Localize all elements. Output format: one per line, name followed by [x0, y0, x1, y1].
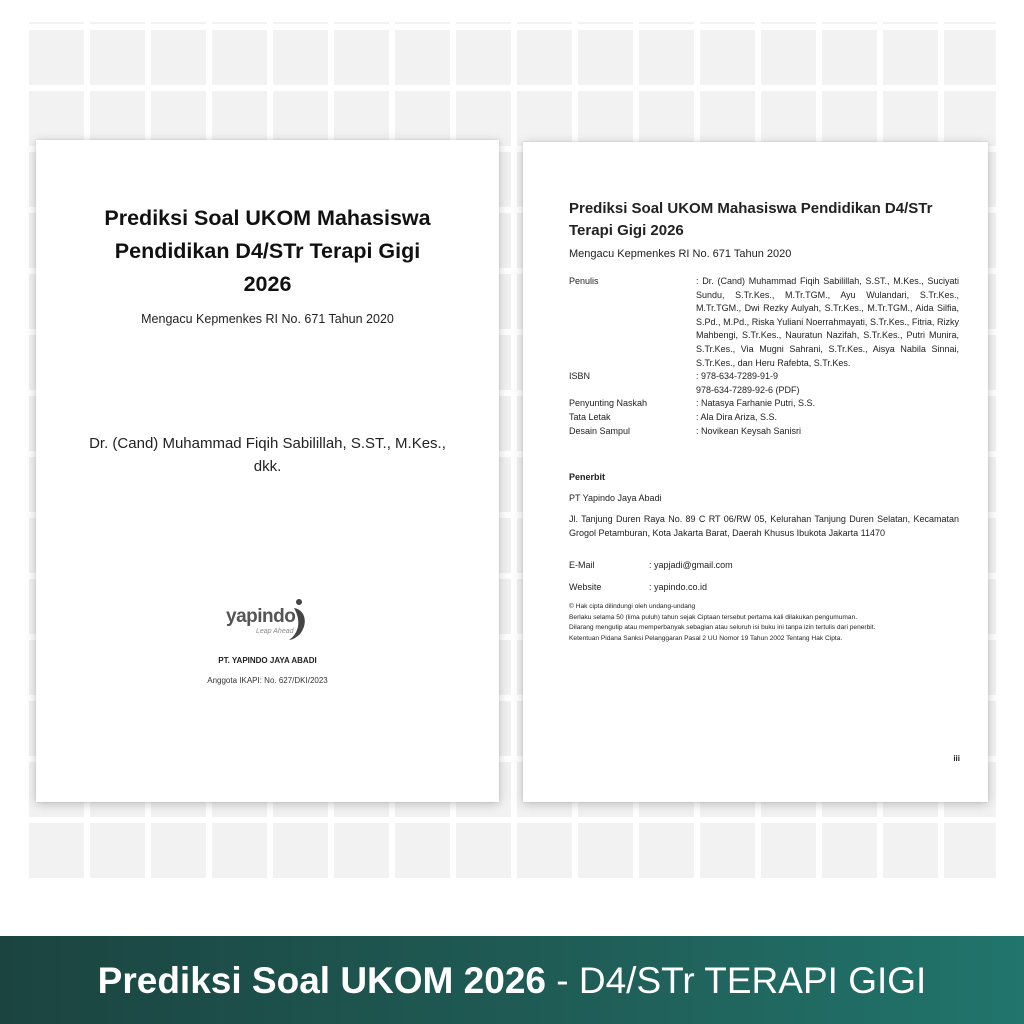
credits-value: 978-634-7289-92-6 (PDF)	[696, 384, 800, 395]
page-number: iii	[953, 754, 960, 763]
copyright-title-line: Terapi Gigi 2026	[569, 222, 684, 239]
cover-title-line: Pendidikan D4/STr Terapi Gigi	[114, 239, 421, 263]
credits-value: : Ala Dira Ariza, S.S.	[696, 411, 778, 422]
cover-title-line: 2026	[243, 272, 292, 296]
credits-row	[569, 275, 959, 370]
copyright-notice	[569, 602, 969, 644]
credits-value: : Natasya Farhanie Putri, S.S.	[696, 398, 816, 409]
publisher-heading: Penerbit	[569, 472, 606, 482]
copyright-page-title	[569, 198, 962, 242]
banner-title-bold: Prediksi Soal UKOM 2026	[97, 960, 546, 1001]
credits-value: : Novikean Keysah Sanisri	[696, 425, 802, 436]
email-label: E-Mail	[569, 560, 595, 570]
publisher-name: PT Yapindo Jaya Abadi	[569, 493, 662, 503]
credits-label: Penulis	[569, 276, 599, 286]
publisher-address: Jl. Tanjung Duren Raya No. 89 C RT 06/RW 05, Kelurahan Tanjung Duren Selatan, Kecamatan Grogol Petamburan, Kota Jakarta Barat, Daerah Khusus Ibukota Jakarta 11470	[569, 514, 959, 538]
cover-title-line: Prediksi Soal UKOM Mahasiswa	[104, 206, 431, 230]
credits-row	[569, 425, 959, 439]
cover-publisher: PT. YAPINDO JAYA ABADI	[218, 656, 317, 665]
credits-row	[569, 384, 959, 398]
credits-value: : 978-634-7289-91-9	[696, 371, 779, 382]
credits-row	[569, 411, 959, 425]
credits-label: ISBN	[569, 371, 591, 382]
copyright-title-line: Prediksi Soal UKOM Mahasiswa Pendidikan D4/STr	[569, 200, 933, 217]
email-value: : yapjadi@gmail.com	[649, 560, 733, 570]
title-banner	[0, 936, 1024, 1024]
cover-author	[66, 432, 469, 478]
website-label: Website	[569, 582, 602, 592]
yapindo-logo	[222, 598, 322, 648]
credits-label	[569, 384, 696, 398]
credits-table	[569, 275, 959, 438]
cover-title	[56, 202, 479, 301]
copyright-page	[523, 142, 988, 802]
credits-label: Desain Sampul	[569, 425, 631, 436]
banner-title-regular: - D4/STr TERAPI GIGI	[545, 960, 927, 1001]
website-value: : yapindo.co.id	[649, 582, 708, 592]
copyright-line: Dilarang mengutip atau memperbanyak sebagian atau seluruh isi buku ini tanpa izin tertulis dari penerbit.	[569, 624, 876, 632]
email-row	[569, 560, 733, 570]
credits-row	[569, 397, 959, 411]
copyright-line: Ketentuan Pidana Sanksi Pelanggaran Pasal 2 UU Nomor 19 Tahun 2002 Tentang Hak Cipta.	[569, 634, 843, 642]
logo-wordmark: yapindo	[226, 606, 296, 627]
banner-title	[0, 959, 1024, 1003]
copyright-line: Berlaku selama 50 (lima puluh) tahun sejak Ciptaan tersebut pertama kali dilakukan pengumuman.	[569, 613, 858, 621]
cover-ikapi: Anggota IKAPI: No. 627/DKI/2023	[207, 676, 328, 685]
copyright-line: © Hak cipta dilindungi oleh undang-undang	[569, 603, 696, 610]
cover-author-line: Dr. (Cand) Muhammad Fiqih Sabilillah, S.ST., M.Kes.,	[89, 435, 446, 452]
credits-value: : Dr. (Cand) Muhammad Fiqih Sabilillah, S.ST., M.Kes., Suciyati Sundu, S.Tr.Kes., M.Tr.TGM., Ayu Wulandari, S.Tr.Kes., M.Tr.TGM., Dwi Rezky Aulyah, S.Tr.Kes., M.Tr.TGM., Aida Silfia, S.Pd., M.Pd., Riska Yuliani Noerrahmayati, S.Tr.Kes., Fitria, Rizky Mahbengi, S.Tr.Kes., Nauratun Nazifah, S.Tr.Kes., Putri Munira, S.Tr.Kes., Via Mugni Sahrani, S.Tr.Kes., Aisya Nabila Sinnai, S.Tr.Kes., dan Heru Rafebta, S.Tr.Kes.	[696, 276, 959, 368]
logo-mark-icon	[288, 598, 312, 642]
cover-page	[36, 140, 499, 802]
cover-author-line: dkk.	[253, 458, 282, 475]
website-row	[569, 582, 707, 592]
credits-label: Penyunting Naskah	[569, 398, 648, 409]
copyright-page-subtitle: Mengacu Kepmenkes RI No. 671 Tahun 2020	[569, 248, 792, 260]
credits-row	[569, 370, 959, 384]
cover-subtitle: Mengacu Kepmenkes RI No. 671 Tahun 2020	[141, 312, 394, 326]
logo-tagline: Leap Ahead	[256, 628, 294, 635]
credits-label: Tata Letak	[569, 411, 611, 422]
